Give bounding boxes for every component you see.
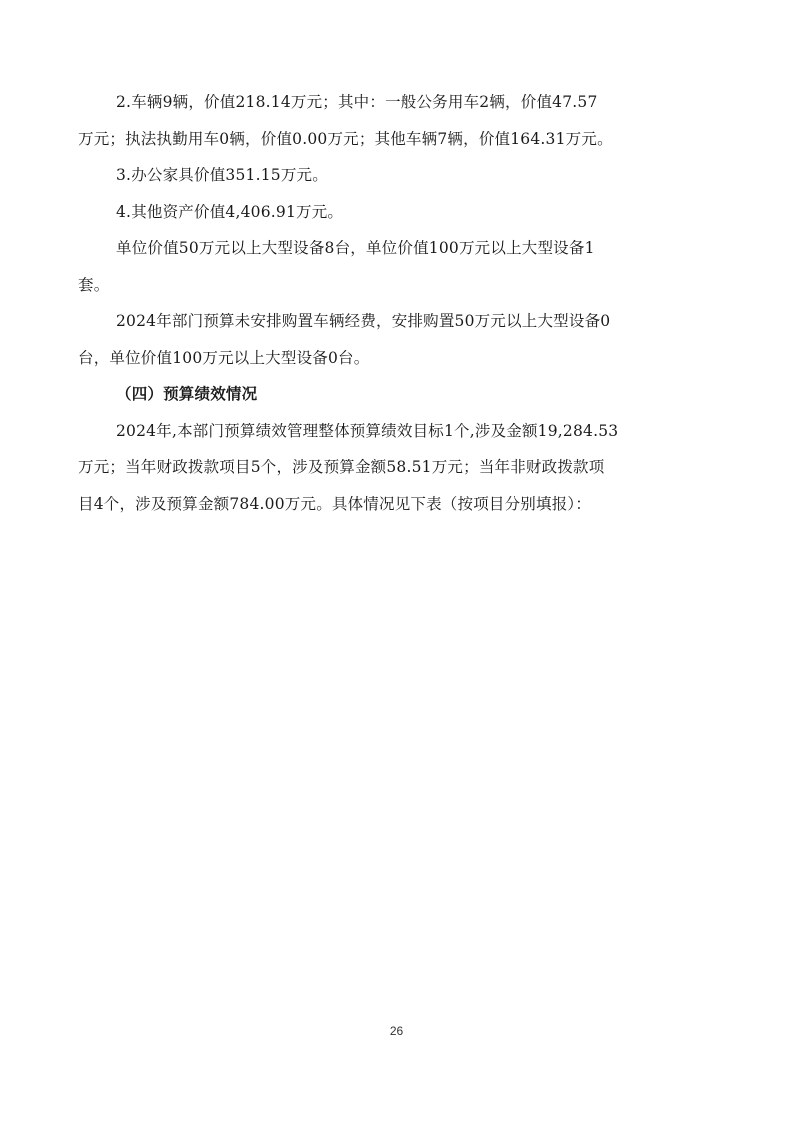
paragraph-purchase-line-2: 台，单位价值100万元以上大型设备0台。: [78, 348, 370, 367]
paragraph-equipment-line-1: 单位价值50万元以上大型设备8台，单位价值100万元以上大型设备1: [116, 239, 595, 257]
paragraph-performance-line-1: 2024年,本部门预算绩效管理整体预算绩效目标1个,涉及金额19,284.53: [116, 421, 619, 440]
paragraph-purchase-line-1: 2024年部门预算未安排购置车辆经费，安排购置50万元以上大型设备0: [116, 312, 611, 330]
paragraph-other-assets: 4.其他资产价值4,406.91万元。: [116, 202, 344, 221]
paragraph-performance-line-3: 目4个，涉及预算金额784.00万元。具体情况见下表（按项目分别填报）：: [78, 494, 592, 513]
section-heading-performance: （四）预算绩效情况: [116, 385, 258, 403]
paragraph-vehicles-line-2: 万元；执法执勤用车0辆，价值0.00万元；其他车辆7辆，价值164.31万元。: [78, 129, 613, 148]
paragraph-equipment-line-2: 套。: [78, 275, 110, 294]
paragraph-vehicles-line-1: 2.车辆9辆，价值218.14万元；其中：一般公务用车2辆，价值47.57: [116, 93, 598, 111]
paragraph-performance-line-2: 万元；当年财政拨款项目5个，涉及预算金额58.51万元；当年非财政拨款项: [78, 458, 605, 476]
body-text: [78, 84, 718, 522]
paragraph-furniture: 3.办公家具价值351.15万元。: [116, 166, 328, 184]
page-number: 26: [389, 1024, 404, 1038]
